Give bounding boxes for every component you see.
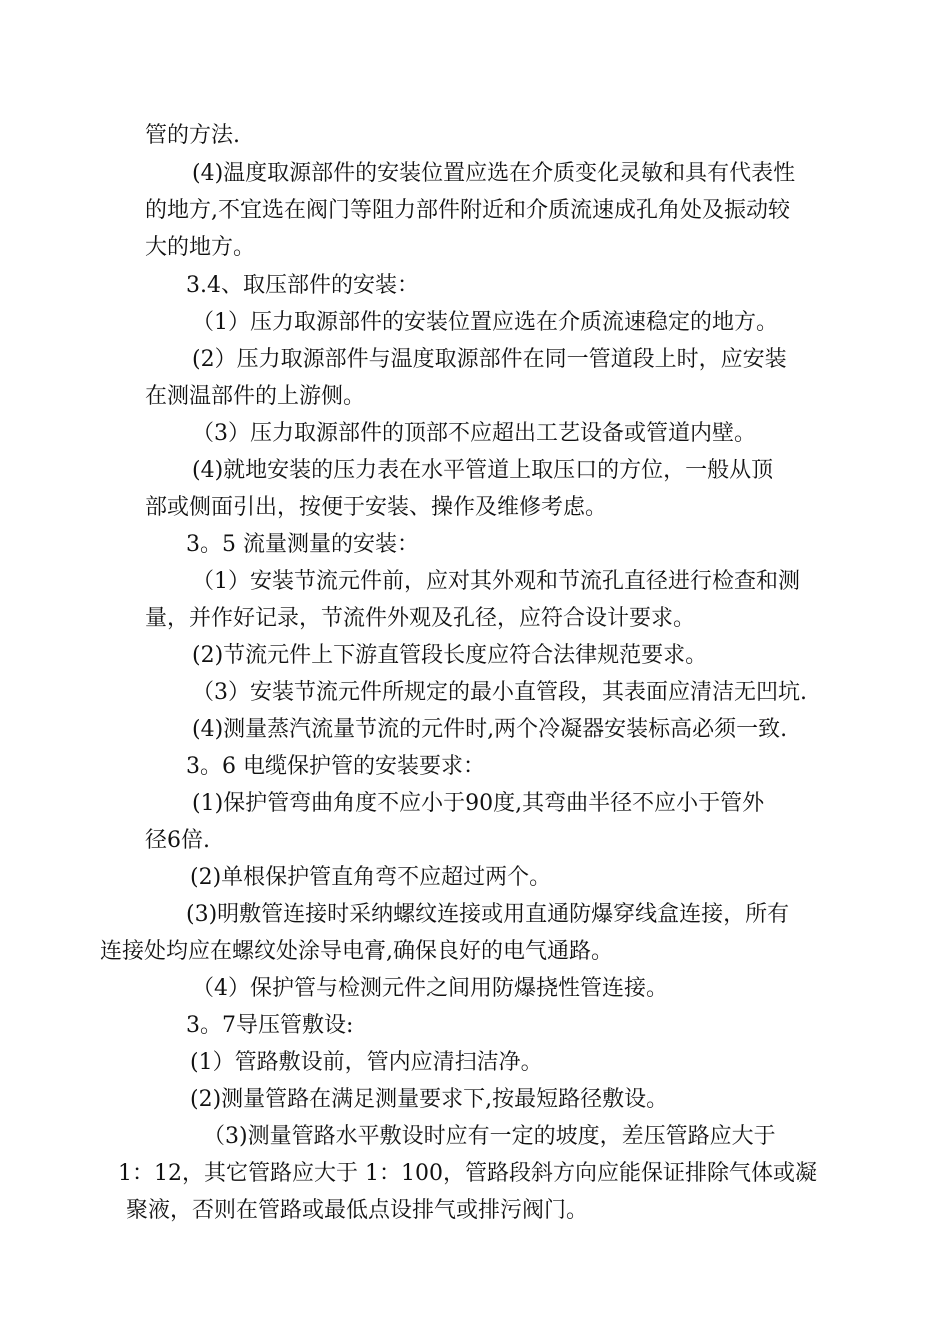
text-line-29: 1：12，其它管路应大于 1：100，管路段斜方向应能保证排除气体或凝: [118, 1161, 817, 1186]
text-line-20: 径6倍.: [145, 828, 210, 853]
text-line-26: (1）管路敷设前，管内应清扫洁净。: [190, 1050, 543, 1075]
section-heading-3-7: 3。7导压管敷设:: [186, 1013, 354, 1038]
text-line-1: 管的方法.: [145, 123, 240, 148]
text-line-2: (4)温度取源部件的安装位置应选在介质变化灵敏和具有代表性: [192, 161, 796, 186]
text-line-28: （3)测量管路水平敷设时应有一定的坡度，差压管路应大于: [203, 1124, 776, 1149]
text-line-22: (3)明敷管连接时采纳螺纹连接或用直通防爆穿线盒连接，所有: [186, 902, 790, 927]
text-line-9: （3）压力取源部件的顶部不应超出工艺设备或管道内壁。: [192, 421, 756, 446]
text-line-17: (4)测量蒸汽流量节流的元件时,两个冷凝器安装标高必须一致.: [192, 717, 788, 742]
text-line-16: （3）安装节流元件所规定的最小直管段，其表面应清洁无凹坑.: [192, 680, 807, 705]
text-line-27: (2)测量管路在满足测量要求下,按最短路径敷设。: [190, 1087, 669, 1112]
text-line-7: (2）压力取源部件与温度取源部件在同一管道段上时，应安装: [192, 347, 787, 372]
text-line-6: （1）压力取源部件的安装位置应选在介质流速稳定的地方。: [192, 310, 778, 335]
section-heading-3-4: 3.4、取压部件的安装：: [186, 273, 419, 298]
text-line-13: （1）安装节流元件前，应对其外观和节流孔直径进行检查和测: [192, 569, 800, 594]
text-line-30: 聚液，否则在管路或最低点设排气或排污阀门。: [126, 1198, 589, 1223]
section-heading-3-5: 3。5 流量测量的安装：: [186, 532, 419, 557]
text-line-15: (2)节流元件上下游直管段长度应符合法律规范要求。: [192, 643, 708, 668]
text-line-14: 量，并作好记录，节流件外观及孔径，应符合设计要求。: [145, 606, 696, 631]
text-line-21: (2)单根保护管直角弯不应超过两个。: [190, 865, 552, 890]
text-line-19: (1)保护管弯曲角度不应小于90度,其弯曲半径不应小于管外: [192, 791, 765, 816]
text-line-23: 连接处均应在螺纹处涂导电膏,确保良好的电气通路。: [100, 939, 613, 964]
section-heading-3-6: 3。6 电缆保护管的安装要求：: [186, 754, 485, 779]
text-line-3: 的地方,不宜选在阀门等阻力部件附近和介质流速成孔角处及振动较: [145, 198, 790, 223]
text-line-24: （4）保护管与检测元件之间用防爆挠性管连接。: [192, 976, 668, 1001]
text-line-11: 部或侧面引出，按便于安装、操作及维修考虑。: [145, 495, 608, 520]
text-line-8: 在测温部件的上游侧。: [145, 384, 366, 409]
text-line-4: 大的地方。: [145, 235, 256, 260]
text-line-10: (4)就地安装的压力表在水平管道上取压口的方位，一般从顶: [192, 458, 774, 483]
